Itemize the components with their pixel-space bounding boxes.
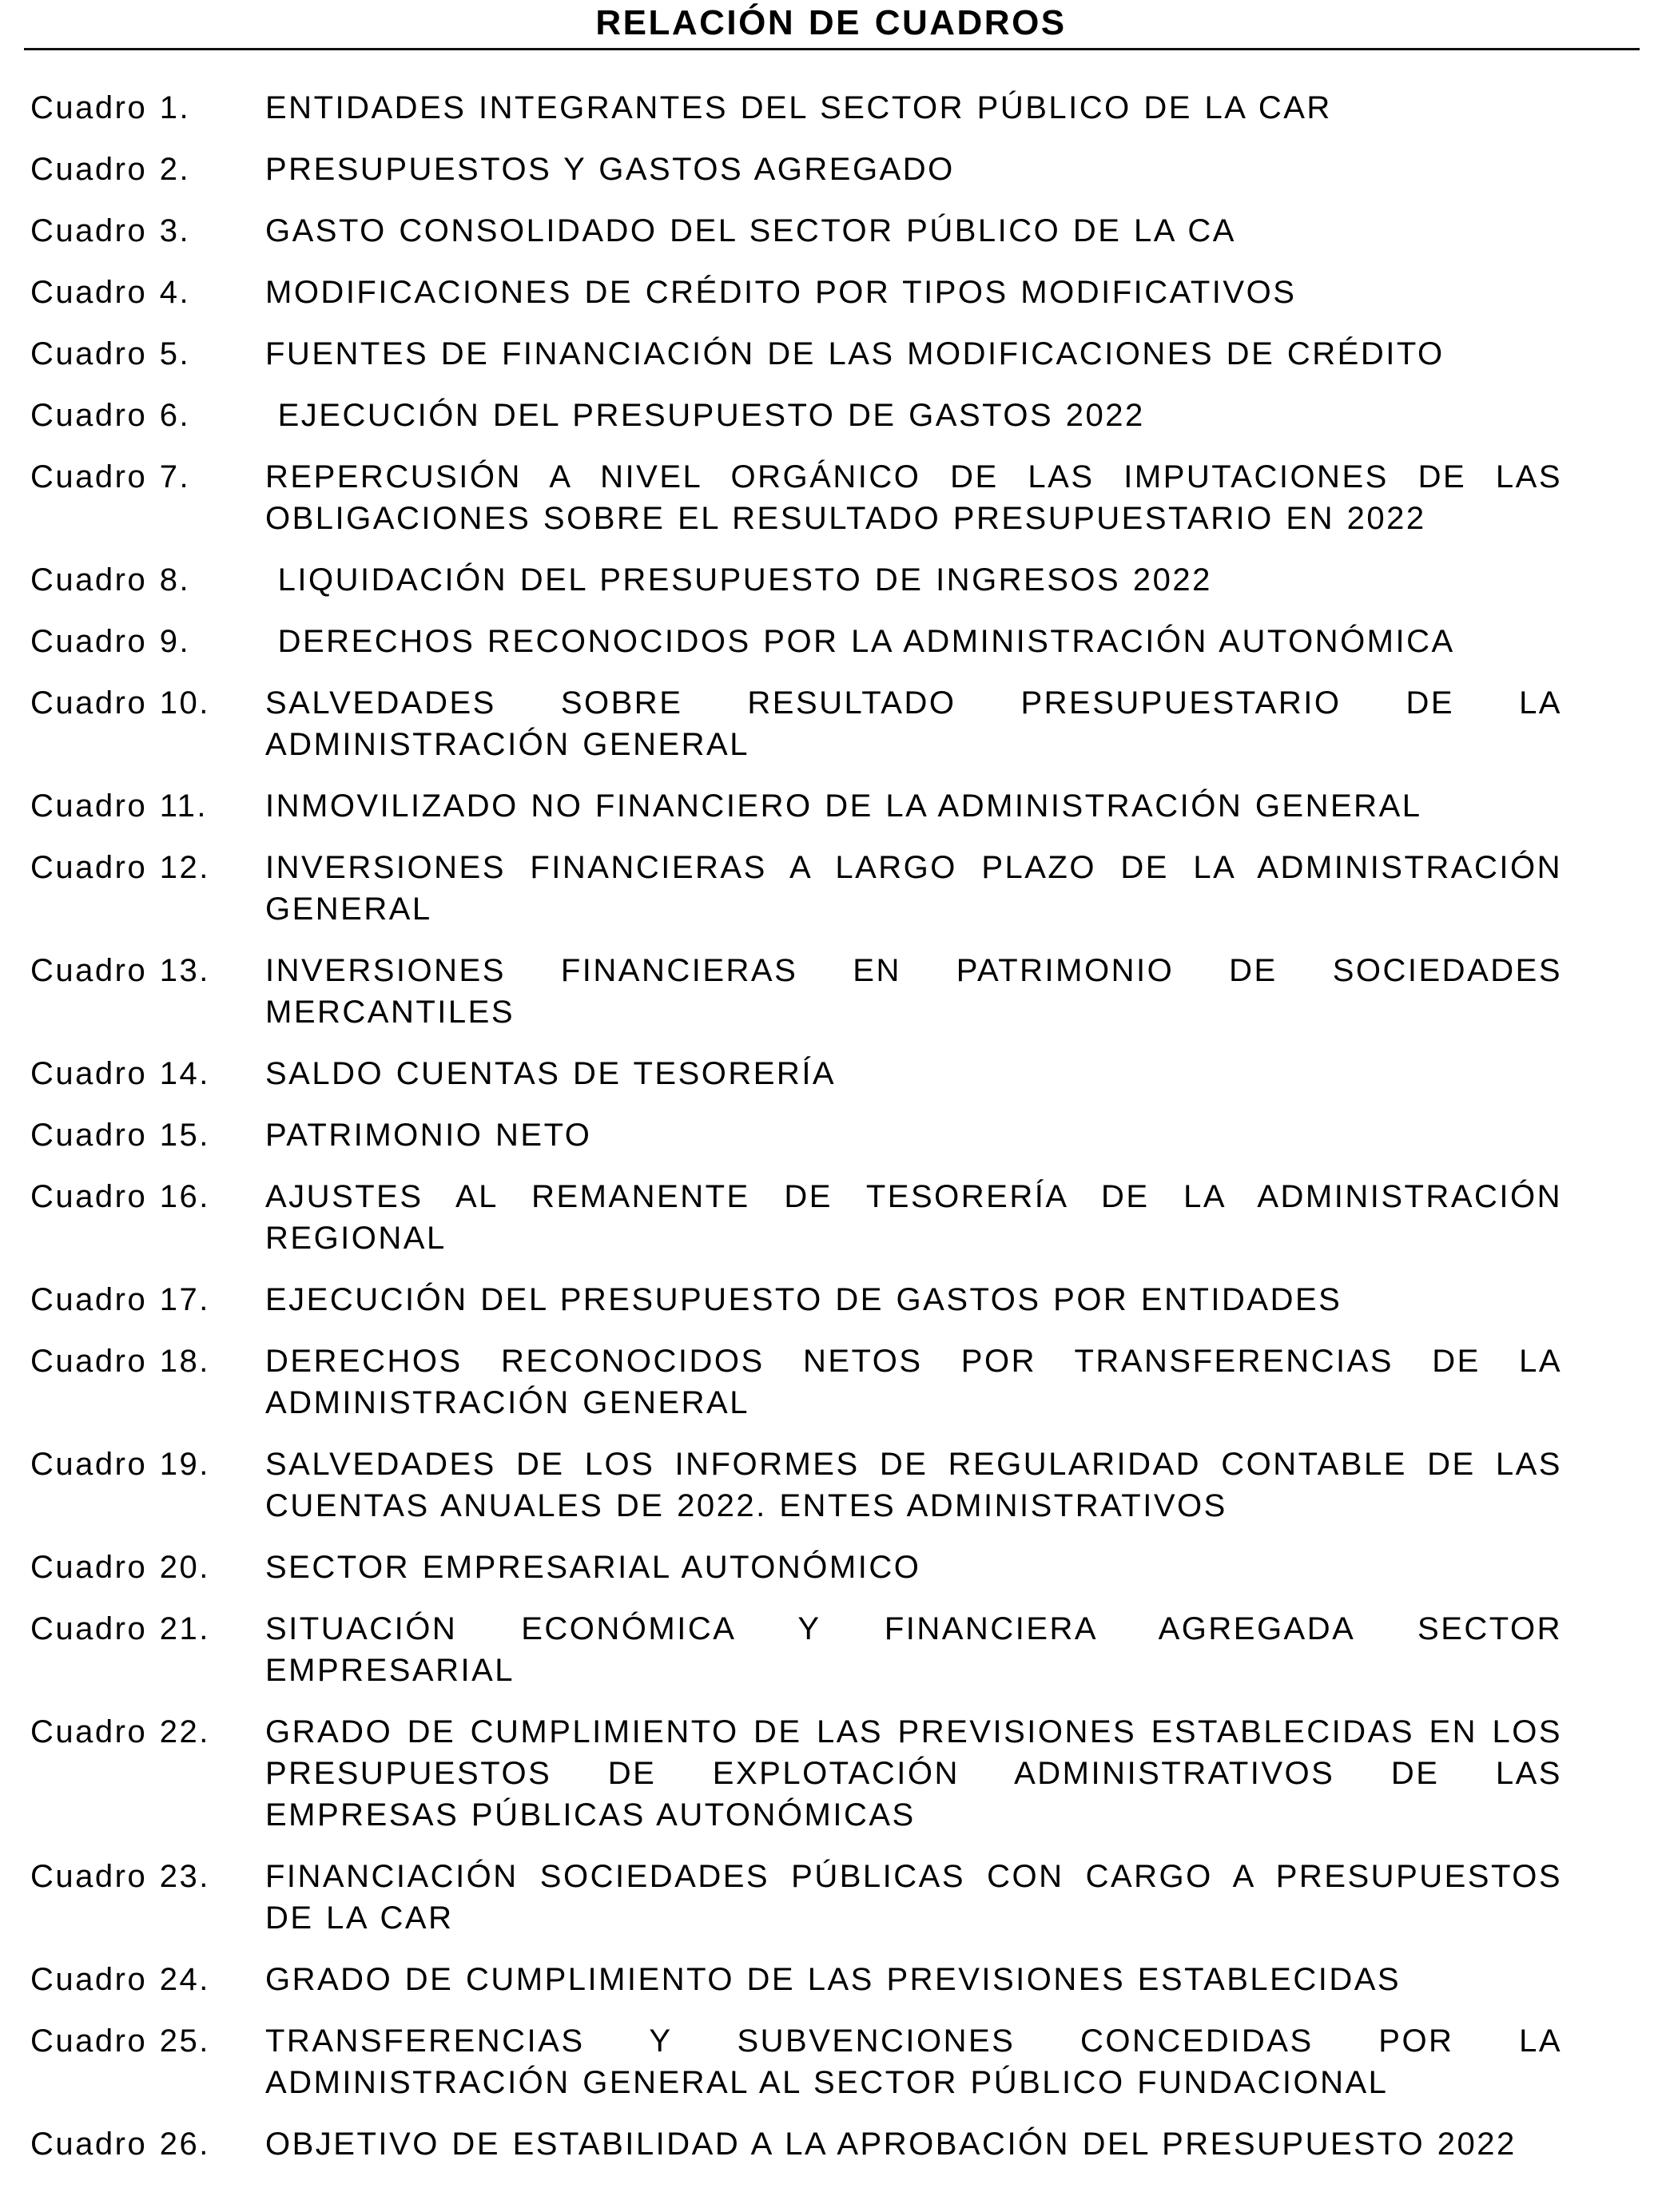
entry-title (265, 272, 1562, 313)
entry-title-line: SALDO CUENTAS DE TESORERÍA (265, 1056, 837, 1091)
entry-title-line: ADMINISTRACIÓN GENERAL (265, 1385, 749, 1420)
entry-title (265, 559, 1562, 601)
entry-title-line: GRADO DE CUMPLIMIENTO DE LAS PREVISIONES ESTABLECIDAS (265, 1962, 1402, 1997)
entry-title-line: FINANCIACIÓN SOCIEDADES PÚBLICAS CON CARGO A PRESUPUESTOS (265, 1859, 1562, 1894)
list-item (30, 1114, 1562, 1156)
entry-title-line: SITUACIÓN ECONÓMICA Y FINANCIERA AGREGADA SECTOR (265, 1611, 1562, 1646)
entry-title-line: ADMINISTRACIÓN GENERAL (265, 727, 749, 762)
entry-label: Cuadro 5. (30, 336, 191, 371)
entry-title (265, 1444, 1562, 1527)
list-item (30, 2020, 1562, 2103)
list-item (30, 1176, 1562, 1259)
entry-label: Cuadro 11. (30, 788, 208, 824)
entry-label: Cuadro 21. (30, 1611, 210, 1646)
entry-label: Cuadro 22. (30, 1714, 210, 1749)
entry-title (265, 1711, 1562, 1836)
list-item (30, 682, 1562, 765)
entry-title-line: GRADO DE CUMPLIMIENTO DE LAS PREVISIONES ESTABLECIDAS EN LOS (265, 1714, 1562, 1749)
entry-title (265, 1114, 1562, 1156)
cuadros-list (0, 50, 1662, 2165)
list-item (30, 333, 1562, 375)
entry-title (265, 1959, 1562, 2000)
entry-title-line: REGIONAL (265, 1221, 447, 1256)
list-item (30, 1711, 1562, 1836)
entry-title (265, 210, 1562, 252)
entry-title-line: EJECUCIÓN DEL PRESUPUESTO DE GASTOS POR ENTIDADES (265, 1282, 1342, 1317)
entry-title-line: OBLIGACIONES SOBRE EL RESULTADO PRESUPUESTARIO EN 2022 (265, 501, 1426, 536)
entry-title (265, 785, 1562, 827)
entry-title-line: AJUSTES AL REMANENTE DE TESORERÍA DE LA ADMINISTRACIÓN (265, 1179, 1562, 1214)
entry-label: Cuadro 6. (30, 398, 191, 433)
entry-label: Cuadro 24. (30, 1962, 210, 1997)
entry-label: Cuadro 7. (30, 459, 191, 494)
entry-label: Cuadro 10. (30, 685, 210, 721)
entry-label: Cuadro 13. (30, 953, 210, 988)
list-item (30, 456, 1562, 539)
list-item (30, 1608, 1562, 1691)
entry-label: Cuadro 15. (30, 1118, 210, 1153)
entry-title-line: DE LA CAR (265, 1900, 454, 1936)
page-title: RELACIÓN DE CUADROS (595, 3, 1067, 42)
entry-title (265, 1279, 1562, 1320)
list-item (30, 1279, 1562, 1320)
entry-title-line: GENERAL (265, 892, 432, 927)
entry-label: Cuadro 9. (30, 624, 191, 659)
entry-label: Cuadro 26. (30, 2127, 210, 2162)
list-item (30, 785, 1562, 827)
entry-title (265, 149, 1562, 190)
entry-title-line: DERECHOS RECONOCIDOS NETOS POR TRANSFERENCIAS DE LA (265, 1344, 1562, 1379)
entry-label: Cuadro 4. (30, 275, 191, 310)
entry-title (265, 1053, 1562, 1094)
entry-title (265, 682, 1562, 765)
entry-title-line: ENTIDADES INTEGRANTES DEL SECTOR PÚBLICO DE LA CAR (265, 90, 1332, 125)
entry-title-line: EMPRESAS PÚBLICAS AUTONÓMICAS (265, 1797, 916, 1833)
list-item (30, 210, 1562, 252)
entry-title-line: MODIFICACIONES DE CRÉDITO POR TIPOS MODIFICATIVOS (265, 275, 1297, 310)
list-item (30, 87, 1562, 129)
entry-title-line: PATRIMONIO NETO (265, 1118, 592, 1153)
list-item (30, 1959, 1562, 2000)
entry-title (265, 847, 1562, 930)
entry-title (265, 2123, 1562, 2165)
entry-label: Cuadro 8. (30, 562, 191, 598)
entry-title-line: SALVEDADES SOBRE RESULTADO PRESUPUESTARIO DE LA (265, 685, 1562, 721)
entry-title (265, 87, 1562, 129)
entry-title (265, 1340, 1562, 1424)
entry-title-line: DERECHOS RECONOCIDOS POR LA ADMINISTRACIÓN AUTONÓMICA (265, 624, 1455, 659)
list-item (30, 1856, 1562, 1939)
list-item (30, 2123, 1562, 2165)
list-item (30, 395, 1562, 436)
entry-title (265, 1608, 1562, 1691)
list-item (30, 1547, 1562, 1588)
entry-title-line: SECTOR EMPRESARIAL AUTONÓMICO (265, 1550, 921, 1585)
list-item (30, 1053, 1562, 1094)
entry-title (265, 333, 1562, 375)
entry-title-line: REPERCUSIÓN A NIVEL ORGÁNICO DE LAS IMPUTACIONES DE LAS (265, 459, 1562, 494)
entry-title-line: MERCANTILES (265, 995, 515, 1030)
entry-title-line: GASTO CONSOLIDADO DEL SECTOR PÚBLICO DE LA CA (265, 213, 1236, 248)
entry-label: Cuadro 18. (30, 1344, 210, 1379)
entry-label: Cuadro 16. (30, 1179, 210, 1214)
entry-title-line: CUENTAS ANUALES DE 2022. ENTES ADMINISTRATIVOS (265, 1488, 1227, 1523)
list-item (30, 950, 1562, 1033)
entry-title-line: SALVEDADES DE LOS INFORMES DE REGULARIDAD CONTABLE DE LAS (265, 1447, 1562, 1482)
entry-title-line: PRESUPUESTOS DE EXPLOTACIÓN ADMINISTRATIVOS DE LAS (265, 1756, 1562, 1791)
list-item (30, 1340, 1562, 1424)
entry-label: Cuadro 19. (30, 1447, 210, 1482)
entry-label: Cuadro 12. (30, 850, 210, 885)
entry-title-line: FUENTES DE FINANCIACIÓN DE LAS MODIFICACIONES DE CRÉDITO (265, 336, 1445, 371)
entry-title (265, 2020, 1562, 2103)
entry-label: Cuadro 1. (30, 90, 191, 125)
entry-label: Cuadro 3. (30, 213, 191, 248)
entry-title-line: OBJETIVO DE ESTABILIDAD A LA APROBACIÓN DEL PRESUPUESTO 2022 (265, 2127, 1517, 2162)
list-item (30, 847, 1562, 930)
entry-title-line: INMOVILIZADO NO FINANCIERO DE LA ADMINISTRACIÓN GENERAL (265, 788, 1422, 824)
entry-title (265, 950, 1562, 1033)
entry-title-line: INVERSIONES FINANCIERAS A LARGO PLAZO DE LA ADMINISTRACIÓN (265, 850, 1562, 885)
list-item (30, 1444, 1562, 1527)
entry-title (265, 1176, 1562, 1259)
entry-title-line: PRESUPUESTOS Y GASTOS AGREGADO (265, 152, 955, 187)
entry-label: Cuadro 17. (30, 1282, 210, 1317)
list-item (30, 272, 1562, 313)
entry-label: Cuadro 14. (30, 1056, 210, 1091)
entry-title-line: EJECUCIÓN DEL PRESUPUESTO DE GASTOS 2022 (265, 398, 1145, 433)
entry-label: Cuadro 20. (30, 1550, 210, 1585)
entry-title (265, 1856, 1562, 1939)
entry-title (265, 621, 1562, 662)
list-item (30, 149, 1562, 190)
entry-title-line: INVERSIONES FINANCIERAS EN PATRIMONIO DE SOCIEDADES (265, 953, 1562, 988)
list-item (30, 559, 1562, 601)
entry-label: Cuadro 2. (30, 152, 191, 187)
entry-label: Cuadro 25. (30, 2023, 210, 2059)
entry-title-line: TRANSFERENCIAS Y SUBVENCIONES CONCEDIDAS POR LA (265, 2023, 1562, 2059)
entry-title (265, 395, 1562, 436)
entry-title-line: ADMINISTRACIÓN GENERAL AL SECTOR PÚBLICO FUNDACIONAL (265, 2065, 1389, 2100)
entry-title (265, 456, 1562, 539)
entry-label: Cuadro 23. (30, 1859, 210, 1894)
entry-title (265, 1547, 1562, 1588)
entry-title-line: LIQUIDACIÓN DEL PRESUPUESTO DE INGRESOS 2022 (265, 562, 1212, 598)
entry-title-line: EMPRESARIAL (265, 1653, 515, 1688)
list-item (30, 621, 1562, 662)
